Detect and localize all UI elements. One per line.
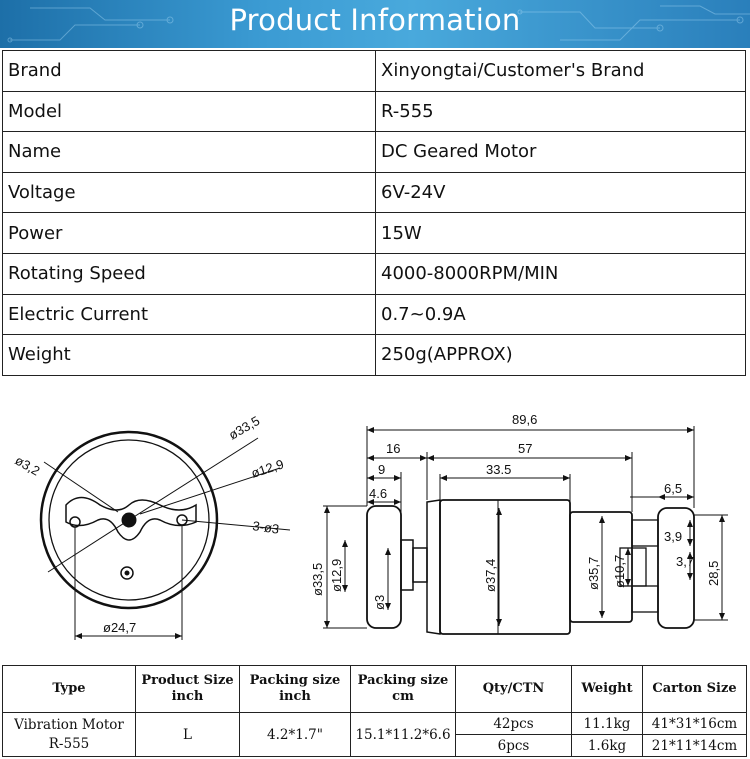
leader-line (48, 520, 129, 572)
cell-product-size: L (136, 713, 240, 757)
spec-row (3, 172, 746, 213)
page-title: Product Information (229, 3, 521, 37)
front-d-bottom-label: ø24,7 (103, 620, 137, 635)
spec-label: Power (3, 213, 376, 254)
cell-carton: 41*31*16cm (643, 713, 747, 735)
spec-value: R-555 (376, 91, 746, 132)
spec-row (3, 132, 746, 173)
front-d-hole-label: ø3,2 (12, 452, 43, 479)
side-len-4-6-label: 4.6 (369, 486, 388, 501)
spec-value: 250g(APPROX) (376, 335, 746, 376)
cell-packing-inch: 4.2*1.7" (240, 713, 351, 757)
cell-type: Vibration Motor R-555 (3, 713, 136, 757)
terminal-lower (632, 586, 658, 612)
spec-label: Brand (3, 51, 376, 92)
side-h-3-label: ø3 (372, 594, 387, 610)
side-v-3-7-label: 3,7 (676, 554, 695, 569)
col-header-weight: Weight (572, 666, 643, 713)
col-header-type: Type (3, 666, 136, 713)
cell-weight: 11.1kg (572, 713, 643, 735)
spec-row (3, 213, 746, 254)
motor-front-cap (427, 500, 440, 634)
side-len-6-5-label: 6,5 (664, 481, 683, 496)
side-len-33-5-label: 33.5 (486, 462, 512, 477)
side-h-33-5-label: ø33,5 (310, 562, 325, 596)
spec-label: Model (3, 91, 376, 132)
side-d-35-7-label: ø35,7 (586, 556, 601, 590)
header-banner (0, 0, 750, 48)
col-header-product-size: Product Size inch (136, 666, 240, 713)
spec-value: 0.7~0.9A (376, 294, 746, 335)
spec-label: Name (3, 132, 376, 173)
side-d-10-7-label: ø10,7 (612, 554, 627, 588)
packing-header-row (3, 666, 747, 713)
motor-dimension-drawing (0, 398, 750, 660)
side-v-28-5-label: 28,5 (706, 560, 721, 586)
shaft (413, 548, 427, 582)
front-d-mid-label: ø12,9 (249, 456, 286, 481)
spec-label: Rotating Speed (3, 253, 376, 294)
side-len-16-label: 16 (386, 441, 401, 456)
spec-row (3, 335, 746, 376)
table-row (3, 713, 747, 735)
leader-line (44, 462, 118, 512)
shaft-collar (401, 540, 413, 590)
packing-table (2, 665, 747, 757)
spec-label: Voltage (3, 172, 376, 213)
spec-row (3, 294, 746, 335)
spec-value: 15W (376, 213, 746, 254)
cell-carton: 21*11*14cm (643, 735, 747, 757)
cell-qty: 6pcs (456, 735, 572, 757)
vent-hole-center (125, 571, 129, 575)
col-header-qty: Qty/CTN (456, 666, 572, 713)
col-header-carton-size: Carton Size (643, 666, 747, 713)
spec-row (3, 51, 746, 92)
motor-body (440, 500, 570, 634)
spec-row (3, 253, 746, 294)
side-v-3-9-label: 3,9 (664, 529, 683, 544)
side-len-9-label: 9 (378, 462, 386, 477)
spec-value: DC Geared Motor (376, 132, 746, 173)
spec-value: 6V-24V (376, 172, 746, 213)
spec-table (2, 50, 746, 376)
front-view (41, 432, 290, 640)
side-total-length-label: 89,6 (512, 412, 538, 427)
col-header-packing-size-inch: Packing size inch (240, 666, 351, 713)
cell-weight: 1.6kg (572, 735, 643, 757)
spec-value: 4000-8000RPM/MIN (376, 253, 746, 294)
leader-line (129, 438, 258, 520)
front-d-outer-label: ø33,5 (226, 412, 263, 443)
side-len-57-label: 57 (518, 441, 533, 456)
spec-row (3, 91, 746, 132)
spec-label: Weight (3, 335, 376, 376)
front-holes-label: 3-ø3 (251, 518, 281, 537)
cell-packing-cm: 15.1*11.2*6.6 (351, 713, 456, 757)
col-header-packing-size-cm: Packing size cm (351, 666, 456, 713)
spec-value: Xinyongtai/Customer's Brand (376, 51, 746, 92)
side-d-37-4-label: ø37,4 (483, 558, 498, 592)
side-h-12-9-label: ø12,9 (329, 558, 344, 592)
spec-label: Electric Current (3, 294, 376, 335)
cell-qty: 42pcs (456, 713, 572, 735)
terminal-upper (632, 520, 658, 546)
